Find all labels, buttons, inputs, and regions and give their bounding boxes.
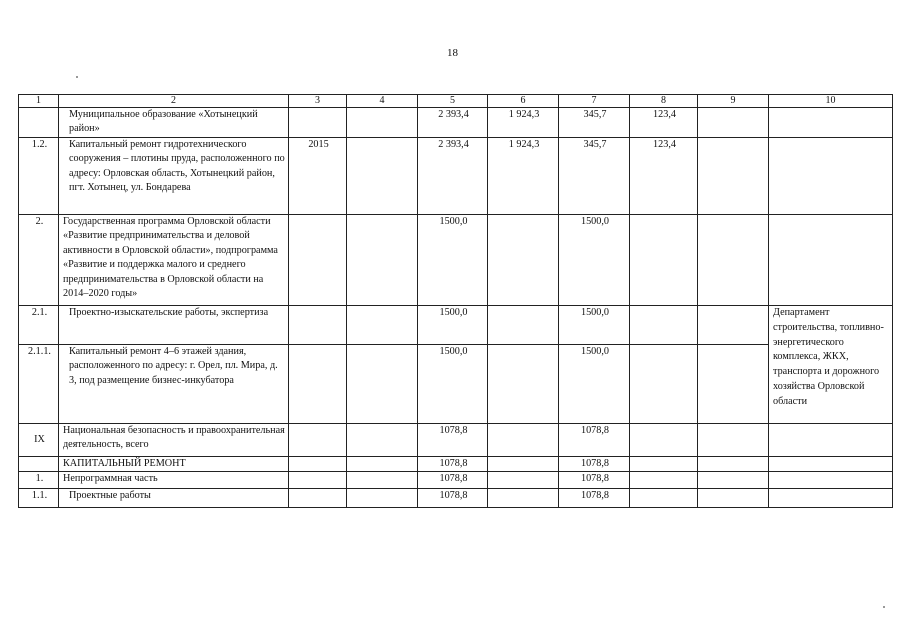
cell-col5: 1500,0 xyxy=(418,345,488,424)
cell-responsible xyxy=(769,215,893,306)
cell-col7: 1078,8 xyxy=(559,472,630,489)
row-number xyxy=(19,457,59,472)
cell-year xyxy=(289,215,347,306)
cell-year xyxy=(289,489,347,508)
cell-col4 xyxy=(347,424,418,457)
cell-col8 xyxy=(630,345,698,424)
cell-col7: 1500,0 xyxy=(559,345,630,424)
cell-col8 xyxy=(630,489,698,508)
page-number: 18 xyxy=(447,47,458,59)
cell-col5: 1078,8 xyxy=(418,489,488,508)
cell-col7: 345,7 xyxy=(559,138,630,215)
table-row xyxy=(19,472,893,489)
cell-col6: 1 924,3 xyxy=(488,108,559,138)
cell-col6 xyxy=(488,457,559,472)
table-row xyxy=(19,306,893,345)
cell-year xyxy=(289,457,347,472)
row-number xyxy=(19,108,59,138)
cell-col5: 1078,8 xyxy=(418,457,488,472)
cell-col8 xyxy=(630,306,698,345)
column-header: 8 xyxy=(630,95,698,108)
column-header: 4 xyxy=(347,95,418,108)
cell-col4 xyxy=(347,215,418,306)
cell-year xyxy=(289,306,347,345)
cell-responsible xyxy=(769,489,893,508)
cell-col6 xyxy=(488,489,559,508)
cell-col9 xyxy=(698,424,769,457)
row-name: Проектные работы xyxy=(59,489,289,508)
cell-col9 xyxy=(698,306,769,345)
cell-col6 xyxy=(488,215,559,306)
cell-year xyxy=(289,345,347,424)
column-header: 3 xyxy=(289,95,347,108)
row-name: Капитальный ремонт 4–6 этажей здания, расположенного по адресу: г. Орел, пл. Мира, д. 3, под размещение бизнес-инкубатора xyxy=(59,345,289,424)
table-row xyxy=(19,108,893,138)
table-row xyxy=(19,345,893,424)
cell-col6 xyxy=(488,424,559,457)
cell-col5: 1500,0 xyxy=(418,306,488,345)
cell-col4 xyxy=(347,472,418,489)
cell-col6 xyxy=(488,472,559,489)
cell-responsible xyxy=(769,138,893,215)
table-row xyxy=(19,489,893,508)
cell-col9 xyxy=(698,489,769,508)
cell-responsible xyxy=(769,457,893,472)
cell-col4 xyxy=(347,138,418,215)
cell-col8: 123,4 xyxy=(630,138,698,215)
cell-col9 xyxy=(698,108,769,138)
cell-col5: 1500,0 xyxy=(418,215,488,306)
cell-year: 2015 xyxy=(289,138,347,215)
cell-col8 xyxy=(630,472,698,489)
cell-col8 xyxy=(630,457,698,472)
cell-year xyxy=(289,472,347,489)
cell-responsible xyxy=(769,424,893,457)
scan-speck xyxy=(76,76,78,78)
row-name: Национальная безопасность и правоохранительная деятельность, всего xyxy=(59,424,289,457)
cell-col8 xyxy=(630,215,698,306)
column-header: 1 xyxy=(19,95,59,108)
cell-col5: 2 393,4 xyxy=(418,138,488,215)
cell-col5: 1078,8 xyxy=(418,424,488,457)
cell-year xyxy=(289,424,347,457)
row-name: Проектно-изыскательские работы, экспертиза xyxy=(59,306,289,345)
table-row xyxy=(19,138,893,215)
cell-col7: 1078,8 xyxy=(559,489,630,508)
scan-speck xyxy=(883,606,885,608)
cell-responsible xyxy=(769,472,893,489)
table-row xyxy=(19,457,893,472)
row-number: 1. xyxy=(19,472,59,489)
cell-col7: 345,7 xyxy=(559,108,630,138)
row-name: Государственная программа Орловской области «Развитие предпринимательства и деловой активности в Орловской области», подпрограмма «Развитие и поддержка малого и среднего предпринимательства в Орловской области на 2014–2020 годы» xyxy=(59,215,289,306)
cell-col6 xyxy=(488,345,559,424)
cell-responsible xyxy=(769,108,893,138)
row-name: Муниципальное образование «Хотынецкий район» xyxy=(59,108,289,138)
cell-col4 xyxy=(347,489,418,508)
table-row xyxy=(19,215,893,306)
cell-col4 xyxy=(347,345,418,424)
cell-col8 xyxy=(630,424,698,457)
table-row xyxy=(19,424,893,457)
cell-col6 xyxy=(488,306,559,345)
cell-col7: 1500,0 xyxy=(559,306,630,345)
cell-year xyxy=(289,108,347,138)
cell-col9 xyxy=(698,345,769,424)
column-header: 10 xyxy=(769,95,893,108)
cell-col4 xyxy=(347,306,418,345)
cell-col9 xyxy=(698,215,769,306)
cell-col5: 2 393,4 xyxy=(418,108,488,138)
column-header: 6 xyxy=(488,95,559,108)
column-header: 2 xyxy=(59,95,289,108)
cell-col4 xyxy=(347,457,418,472)
cell-col5: 1078,8 xyxy=(418,472,488,489)
cell-col9 xyxy=(698,138,769,215)
budget-table xyxy=(18,94,893,508)
row-number: 2.1.1. xyxy=(19,345,59,424)
row-name: Капитальный ремонт гидротехнического сооружения – плотины пруда, расположенного по адресу: Орловская область, Хотынецкий район, пгт. Хотынец, ул. Бондарева xyxy=(59,138,289,215)
cell-col7: 1500,0 xyxy=(559,215,630,306)
row-number: 1.1. xyxy=(19,489,59,508)
cell-col6: 1 924,3 xyxy=(488,138,559,215)
cell-responsible: Департамент строительства, топливно-энергетического комплекса, ЖКХ, транспорта и дорожного хозяйства Орловской области xyxy=(769,306,893,424)
row-name: Непрограммная часть xyxy=(59,472,289,489)
cell-col7: 1078,8 xyxy=(559,424,630,457)
row-number: 2. xyxy=(19,215,59,306)
row-number: 1.2. xyxy=(19,138,59,215)
cell-col7: 1078,8 xyxy=(559,457,630,472)
row-name: КАПИТАЛЬНЫЙ РЕМОНТ xyxy=(59,457,289,472)
column-header: 5 xyxy=(418,95,488,108)
cell-col9 xyxy=(698,472,769,489)
row-number: 2.1. xyxy=(19,306,59,345)
cell-col8: 123,4 xyxy=(630,108,698,138)
cell-col4 xyxy=(347,108,418,138)
cell-col9 xyxy=(698,457,769,472)
column-header: 9 xyxy=(698,95,769,108)
row-number: IX xyxy=(19,424,59,457)
column-header: 7 xyxy=(559,95,630,108)
column-number-row xyxy=(19,95,893,108)
